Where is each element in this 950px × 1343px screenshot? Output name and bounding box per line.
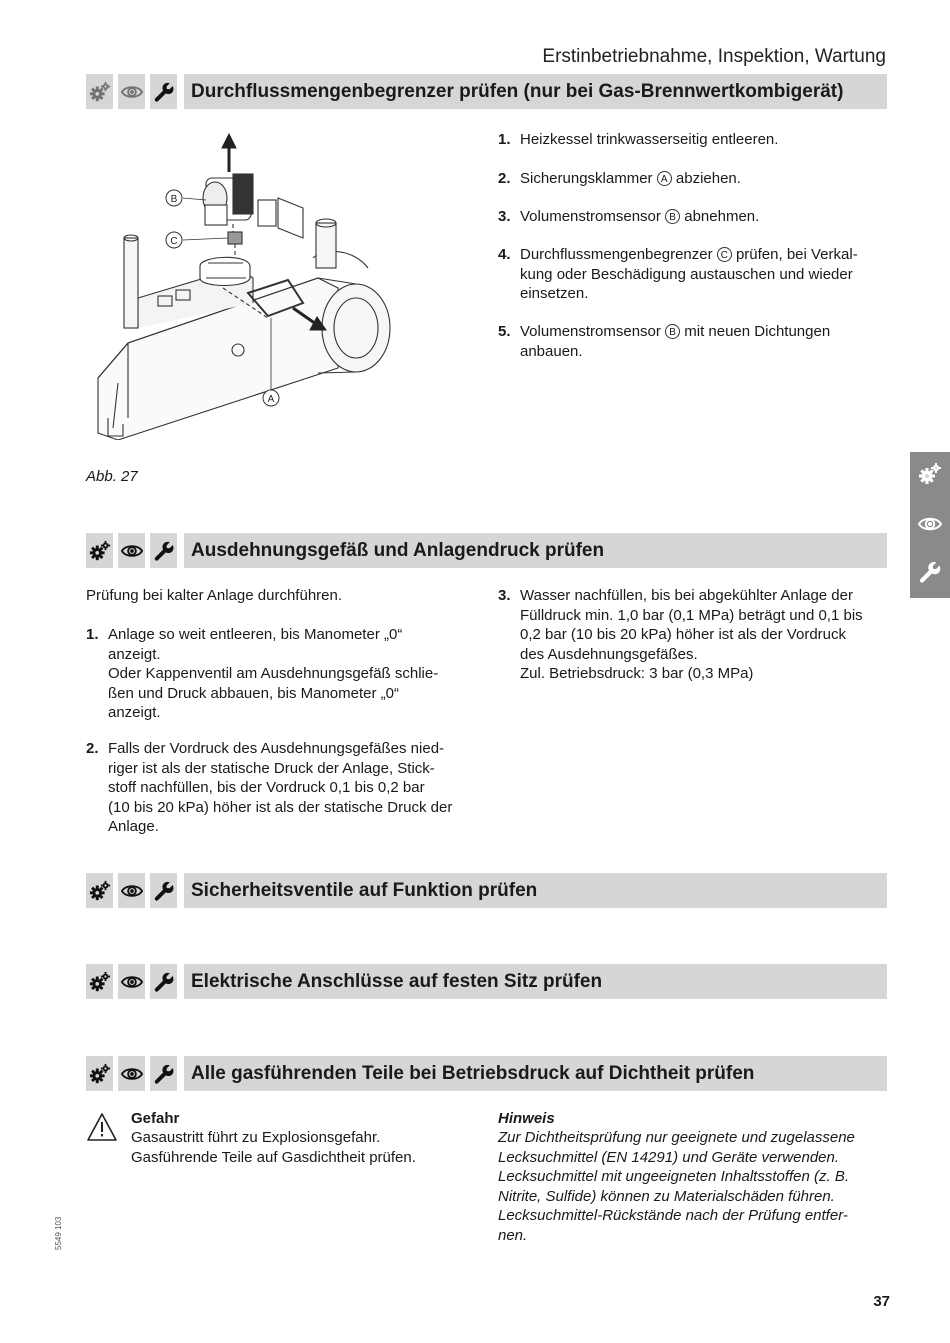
wrench-icon-box (150, 873, 177, 908)
flow-step-4 (498, 245, 898, 307)
step-text: Falls der Vordruck des Ausdehnungsgefäßes nied- riger ist als der statische Druck der Anlage, Stick- stoff nachfüllen, bis der Vordruck 0,1 bis 0,2 bar (10 bis 20 kPa) höher ist als der statische Druck der Anlage. (108, 740, 453, 835)
note-text: Zur Dichtheitsprüfung nur geeignete und zugelassene Lecksuchmittel (EN 14291) und Geräte verwenden. Lecksuchmittel mit ungeeigneten Inhaltsstoffen (z. B. Nitrite, Sulfide) können zu Materialschäden führen. Lecksuchmittel-Rückstände nach der Prüfung entfer- nen. (498, 1129, 855, 1244)
wrench-icon (153, 81, 175, 103)
gears-icon-box (86, 533, 113, 568)
gears-icon-box (86, 74, 113, 109)
step-text: Volumenstromsensor B mit neuen Dichtungen anbauen. (520, 323, 831, 360)
gears-icon (89, 971, 111, 993)
callout-a: A (657, 171, 672, 186)
eye-icon (121, 971, 143, 993)
figure-label-b: B (170, 194, 178, 205)
figure-caption: Abb. 27 (86, 468, 138, 485)
step-text: Anlage so weit entleeren, bis Manometer „0“ anzeigt. Oder Kappenventil am Ausdehnungsgefäß schlie- ßen und Druck abbauen, bis Manometer „0“ anzeigt. (108, 626, 439, 721)
eye-icon (121, 540, 143, 562)
danger-title: Gefahr (131, 1110, 180, 1127)
eye-icon-box (118, 1056, 145, 1091)
eye-icon-box (118, 533, 145, 568)
gears-icon-box (86, 964, 113, 999)
wrench-icon (153, 540, 175, 562)
expansion-intro: Prüfung bei kalter Anlage durchführen. (86, 587, 343, 604)
gears-icon (89, 81, 111, 103)
flow-step-2 (498, 169, 898, 191)
section-title-bar (184, 1056, 887, 1091)
flow-step-1 (498, 130, 898, 152)
page-header-title: Erstinbetriebnahme, Inspektion, Wartung (542, 46, 886, 67)
section-safety-valves-header (86, 873, 887, 908)
gears-icon-box (86, 873, 113, 908)
section-title-bar (184, 74, 887, 109)
document-number: 5549 103 (54, 1216, 63, 1250)
gears-icon (918, 462, 942, 486)
callout-b: B (665, 209, 680, 224)
eye-icon-box (118, 964, 145, 999)
step-number: 2. (86, 740, 99, 757)
figure-flow-limiter-drawing (88, 128, 398, 440)
eye-icon-box (118, 74, 145, 109)
wrench-icon (153, 1063, 175, 1085)
step-number: 1. (498, 131, 511, 148)
section-flow-limiter-header (86, 74, 887, 109)
section-title: Elektrische Anschlüsse auf festen Sitz prüfen (191, 970, 603, 992)
step-number: 2. (498, 170, 511, 187)
chapter-side-tab (910, 452, 950, 598)
step-text: Heizkessel trinkwasserseitig entleeren. (520, 131, 779, 148)
expansion-step-1 (86, 625, 486, 725)
note-title: Hinweis (498, 1110, 555, 1127)
wrench-icon (918, 560, 942, 584)
step-number: 3. (498, 208, 511, 225)
eye-icon (121, 880, 143, 902)
step-number: 5. (498, 323, 511, 340)
figure-label-c: C (170, 236, 178, 247)
section-title-bar (184, 533, 887, 568)
step-number: 4. (498, 246, 511, 263)
section-title: Durchflussmengenbegrenzer prüfen (nur bei Gas-Brennwertkombigerät) (191, 80, 844, 102)
wrench-icon-box (150, 1056, 177, 1091)
eye-icon (918, 512, 942, 536)
wrench-icon-box (150, 74, 177, 109)
step-number: 1. (86, 626, 99, 643)
danger-text: Gasaustritt führt zu Explosionsgefahr. Gasführende Teile auf Gasdichtheit prüfen. (131, 1129, 416, 1166)
eye-icon-box (118, 873, 145, 908)
flow-step-3 (498, 207, 898, 229)
section-title: Ausdehnungsgefäß und Anlagendruck prüfen (191, 539, 605, 561)
section-title-bar (184, 964, 887, 999)
callout-c: C (717, 247, 732, 262)
step-number: 3. (498, 587, 511, 604)
section-title: Alle gasführenden Teile bei Betriebsdruck auf Dichtheit prüfen (191, 1062, 755, 1084)
gears-icon (89, 880, 111, 902)
gears-icon (89, 540, 111, 562)
wrench-icon-box (150, 964, 177, 999)
page-number: 37 (873, 1293, 890, 1310)
step-text: Wasser nachfüllen, bis bei abgekühlter Anlage der Fülldruck min. 1,0 bar (0,1 MPa) beträgt und 0,1 bis 0,2 bar (10 bis 20 kPa) höher ist als der Vordruck des Ausdehnungsgefäßes. Zul. Betriebsdruck: 3 bar (0,3 MPa) (520, 587, 863, 682)
callout-b: B (665, 324, 680, 339)
step-text: Durchflussmengenbegrenzer C prüfen, bei Verkal- kung oder Beschädigung austauschen und wieder einsetzen. (520, 246, 858, 302)
step-text: Sicherungsklammer A abziehen. (520, 170, 741, 187)
expansion-step-2 (86, 739, 486, 839)
expansion-step-3 (498, 586, 898, 686)
flow-step-5 (498, 322, 898, 364)
section-expansion-vessel-header (86, 533, 887, 568)
section-title: Sicherheitsventile auf Funktion prüfen (191, 879, 538, 901)
gears-icon-box (86, 1056, 113, 1091)
figure-label-a: A (267, 394, 275, 405)
eye-icon (121, 81, 143, 103)
step-text: Volumenstromsensor B abnehmen. (520, 208, 760, 225)
warning-triangle-icon (86, 1112, 118, 1142)
wrench-icon (153, 880, 175, 902)
wrench-icon (153, 971, 175, 993)
section-title-bar (184, 873, 887, 908)
section-electrical-connections-header (86, 964, 887, 999)
eye-icon (121, 1063, 143, 1085)
section-gas-leak-test-header (86, 1056, 887, 1091)
gears-icon (89, 1063, 111, 1085)
wrench-icon-box (150, 533, 177, 568)
